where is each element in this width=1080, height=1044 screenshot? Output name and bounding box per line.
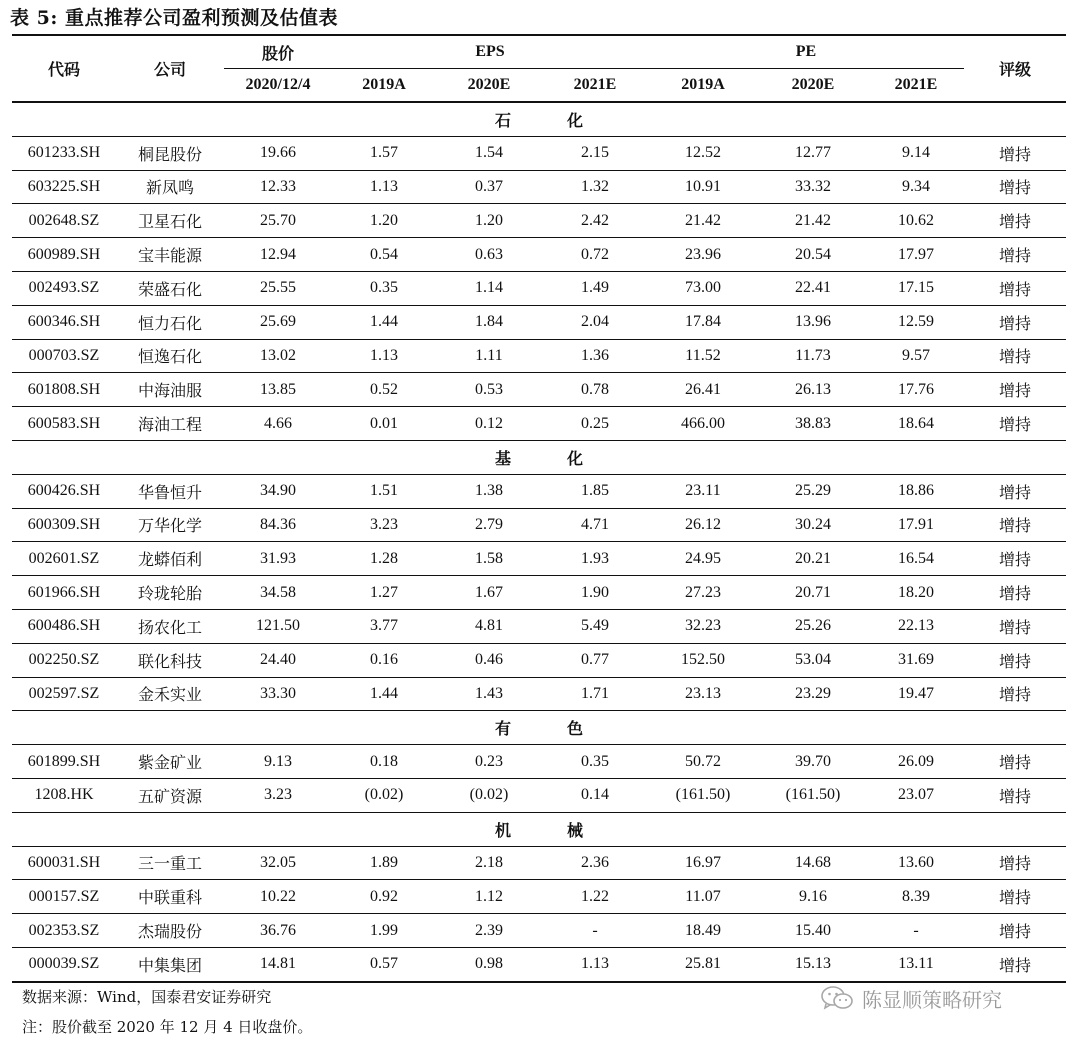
pe-2021-cell: 17.15	[868, 271, 964, 305]
price-cell: 25.55	[224, 271, 332, 305]
stock-code-cell: 601233.SH	[12, 136, 116, 170]
company-name-cell: 联化科技	[116, 643, 224, 677]
eps-2019-cell: 0.35	[332, 271, 436, 305]
eps-2019-cell: 3.77	[332, 609, 436, 643]
stock-code-cell: 600583.SH	[12, 407, 116, 441]
stock-code-cell: 601808.SH	[12, 373, 116, 407]
stock-code-cell: 600031.SH	[12, 846, 116, 880]
pe-2020-cell: 15.13	[758, 947, 868, 981]
pe-2021-cell: 18.86	[868, 474, 964, 508]
rating-cell: 增持	[964, 542, 1066, 576]
pe-2020-cell: 9.16	[758, 880, 868, 914]
table-row	[12, 305, 1066, 339]
header-pe-2020: 2020E	[791, 76, 835, 93]
table-row	[12, 846, 1066, 880]
pe-2021-cell: -	[868, 914, 964, 948]
price-cell: 12.33	[224, 170, 332, 204]
pe-2019-cell: 16.97	[648, 846, 758, 880]
header-eps-2019: 2019A	[362, 76, 406, 93]
eps-2020-cell: 0.53	[436, 373, 542, 407]
table-row	[12, 407, 1066, 441]
eps-2021-cell: 5.49	[542, 609, 648, 643]
rating-cell: 增持	[964, 745, 1066, 779]
table-row	[12, 576, 1066, 610]
eps-2020-cell: 0.98	[436, 947, 542, 981]
pe-2020-cell: 20.71	[758, 576, 868, 610]
table-row	[12, 609, 1066, 643]
table-row	[12, 947, 1066, 981]
eps-2020-cell: 4.81	[436, 609, 542, 643]
company-name-cell: 金禾实业	[116, 677, 224, 711]
stock-code-cell: 600346.SH	[12, 305, 116, 339]
eps-2019-cell: 0.54	[332, 238, 436, 272]
rating-cell: 增持	[964, 576, 1066, 610]
eps-2019-cell: 1.13	[332, 339, 436, 373]
pe-2021-cell: 17.76	[868, 373, 964, 407]
section-header-row	[12, 102, 1066, 136]
rating-cell: 增持	[964, 677, 1066, 711]
eps-2019-cell: 0.92	[332, 880, 436, 914]
eps-2019-cell: 1.51	[332, 474, 436, 508]
price-cell: 9.13	[224, 745, 332, 779]
eps-2021-cell: 1.49	[542, 271, 648, 305]
pe-2019-cell: 25.81	[648, 947, 758, 981]
eps-2021-cell: 1.13	[542, 947, 648, 981]
company-name-cell: 龙蟒佰利	[116, 542, 224, 576]
eps-2020-cell: (0.02)	[436, 778, 542, 812]
pe-2021-cell: 22.13	[868, 609, 964, 643]
pe-2019-cell: (161.50)	[648, 778, 758, 812]
rating-cell: 增持	[964, 474, 1066, 508]
eps-2020-cell: 1.11	[436, 339, 542, 373]
price-cell: 19.66	[224, 136, 332, 170]
pe-2020-cell: 38.83	[758, 407, 868, 441]
pe-2019-cell: 23.13	[648, 677, 758, 711]
pe-2019-cell: 26.41	[648, 373, 758, 407]
stock-code-cell: 601966.SH	[12, 576, 116, 610]
pe-2020-cell: 20.21	[758, 542, 868, 576]
watermark	[820, 984, 1002, 1012]
pe-2021-cell: 9.14	[868, 136, 964, 170]
price-cell: 33.30	[224, 677, 332, 711]
stock-code-cell: 002597.SZ	[12, 677, 116, 711]
header-pe-2021: 2021E	[894, 76, 938, 93]
pe-2020-cell: 21.42	[758, 204, 868, 238]
price-cell: 34.90	[224, 474, 332, 508]
eps-2019-cell: (0.02)	[332, 778, 436, 812]
eps-2021-cell: 0.78	[542, 373, 648, 407]
table-row	[12, 474, 1066, 508]
eps-2020-cell: 1.12	[436, 880, 542, 914]
pe-2020-cell: 53.04	[758, 643, 868, 677]
table-row	[12, 914, 1066, 948]
pe-2021-cell: 17.91	[868, 508, 964, 542]
eps-2020-cell: 2.18	[436, 846, 542, 880]
eps-2019-cell: 0.01	[332, 407, 436, 441]
pe-2021-cell: 13.60	[868, 846, 964, 880]
pe-2020-cell: 23.29	[758, 677, 868, 711]
stock-code-cell: 1208.HK	[12, 778, 116, 812]
pe-2019-cell: 50.72	[648, 745, 758, 779]
stock-code-cell: 002601.SZ	[12, 542, 116, 576]
header-pe: PE	[648, 35, 964, 69]
header-pe-2019: 2019A	[681, 76, 725, 93]
header-company: 公司	[153, 60, 186, 79]
eps-2020-cell: 0.63	[436, 238, 542, 272]
price-cell: 34.58	[224, 576, 332, 610]
pe-2020-cell: 33.32	[758, 170, 868, 204]
price-cell: 25.69	[224, 305, 332, 339]
company-name-cell: 华鲁恒升	[116, 474, 224, 508]
company-name-cell: 新凤鸣	[116, 170, 224, 204]
rating-cell: 增持	[964, 305, 1066, 339]
eps-2021-cell: 1.36	[542, 339, 648, 373]
pe-2019-cell: 12.52	[648, 136, 758, 170]
pe-2020-cell: 30.24	[758, 508, 868, 542]
rating-cell: 增持	[964, 238, 1066, 272]
eps-2019-cell: 1.44	[332, 677, 436, 711]
company-name-cell: 海油工程	[116, 407, 224, 441]
rating-cell: 增持	[964, 373, 1066, 407]
stock-code-cell: 000703.SZ	[12, 339, 116, 373]
eps-2021-cell: 0.14	[542, 778, 648, 812]
wechat-icon	[820, 985, 854, 1011]
eps-2019-cell: 0.52	[332, 373, 436, 407]
company-name-cell: 中集集团	[116, 947, 224, 981]
price-cell: 14.81	[224, 947, 332, 981]
stock-code-cell: 600426.SH	[12, 474, 116, 508]
table-row	[12, 643, 1066, 677]
stock-code-cell: 002648.SZ	[12, 204, 116, 238]
pe-2021-cell: 8.39	[868, 880, 964, 914]
pe-2021-cell: 9.34	[868, 170, 964, 204]
company-name-cell: 扬农化工	[116, 609, 224, 643]
price-cell: 12.94	[224, 238, 332, 272]
company-name-cell: 玲珑轮胎	[116, 576, 224, 610]
company-name-cell: 桐昆股份	[116, 136, 224, 170]
header-code: 代码	[47, 60, 80, 79]
rating-cell: 增持	[964, 339, 1066, 373]
company-name-cell: 恒力石化	[116, 305, 224, 339]
price-cell: 3.23	[224, 778, 332, 812]
price-cell: 36.76	[224, 914, 332, 948]
pe-2021-cell: 19.47	[868, 677, 964, 711]
eps-2021-cell: 2.04	[542, 305, 648, 339]
rating-cell: 增持	[964, 271, 1066, 305]
price-cell: 13.02	[224, 339, 332, 373]
eps-2020-cell: 0.46	[436, 643, 542, 677]
eps-2019-cell: 3.23	[332, 508, 436, 542]
pe-2020-cell: 11.73	[758, 339, 868, 373]
pe-2019-cell: 21.42	[648, 204, 758, 238]
section-header-row	[12, 812, 1066, 846]
company-name-cell: 中联重科	[116, 880, 224, 914]
source-note: 数据来源：Wind，国泰君安证券研究	[22, 988, 272, 1006]
table-body	[12, 102, 1066, 982]
eps-2020-cell: 1.43	[436, 677, 542, 711]
stock-code-cell: 601899.SH	[12, 745, 116, 779]
pe-2021-cell: 18.20	[868, 576, 964, 610]
pe-2021-cell: 9.57	[868, 339, 964, 373]
table-row	[12, 339, 1066, 373]
price-note: 注：股价截至 2020 年 12 月 4 日收盘价。	[22, 1018, 313, 1036]
stock-code-cell: 002493.SZ	[12, 271, 116, 305]
rating-cell: 增持	[964, 643, 1066, 677]
eps-2021-cell: 2.42	[542, 204, 648, 238]
pe-2020-cell: 12.77	[758, 136, 868, 170]
pe-2019-cell: 32.23	[648, 609, 758, 643]
pe-2020-cell: 14.68	[758, 846, 868, 880]
section-header-row	[12, 711, 1066, 745]
eps-2021-cell: 0.72	[542, 238, 648, 272]
eps-2020-cell: 2.79	[436, 508, 542, 542]
eps-2019-cell: 0.18	[332, 745, 436, 779]
company-name-cell: 宝丰能源	[116, 238, 224, 272]
price-cell: 32.05	[224, 846, 332, 880]
eps-2019-cell: 1.27	[332, 576, 436, 610]
price-cell: 121.50	[224, 609, 332, 643]
eps-2019-cell: 1.20	[332, 204, 436, 238]
price-cell: 10.22	[224, 880, 332, 914]
table-row	[12, 677, 1066, 711]
eps-2020-cell: 0.12	[436, 407, 542, 441]
eps-2021-cell: 4.71	[542, 508, 648, 542]
header-eps-2020: 2020E	[467, 76, 511, 93]
rating-cell: 增持	[964, 407, 1066, 441]
eps-2021-cell: 1.71	[542, 677, 648, 711]
stock-code-cell: 002250.SZ	[12, 643, 116, 677]
table-row	[12, 745, 1066, 779]
company-name-cell: 卫星石化	[116, 204, 224, 238]
pe-2019-cell: 27.23	[648, 576, 758, 610]
eps-2020-cell: 1.38	[436, 474, 542, 508]
pe-2019-cell: 152.50	[648, 643, 758, 677]
pe-2021-cell: 13.11	[868, 947, 964, 981]
price-cell: 4.66	[224, 407, 332, 441]
eps-2021-cell: -	[542, 914, 648, 948]
pe-2021-cell: 18.64	[868, 407, 964, 441]
pe-2019-cell: 24.95	[648, 542, 758, 576]
table-row	[12, 136, 1066, 170]
rating-cell: 增持	[964, 136, 1066, 170]
eps-2020-cell: 1.67	[436, 576, 542, 610]
company-name-cell: 五矿资源	[116, 778, 224, 812]
rating-cell: 增持	[964, 170, 1066, 204]
stock-code-cell: 000157.SZ	[12, 880, 116, 914]
header-price: 股价	[224, 35, 332, 69]
pe-2020-cell: 13.96	[758, 305, 868, 339]
eps-2021-cell: 0.77	[542, 643, 648, 677]
rating-cell: 增持	[964, 914, 1066, 948]
stock-code-cell: 600309.SH	[12, 508, 116, 542]
price-cell: 24.40	[224, 643, 332, 677]
eps-2019-cell: 0.16	[332, 643, 436, 677]
pe-2019-cell: 11.52	[648, 339, 758, 373]
rating-cell: 增持	[964, 947, 1066, 981]
pe-2019-cell: 17.84	[648, 305, 758, 339]
company-name-cell: 三一重工	[116, 846, 224, 880]
pe-2021-cell: 16.54	[868, 542, 964, 576]
pe-2021-cell: 17.97	[868, 238, 964, 272]
pe-2020-cell: 25.26	[758, 609, 868, 643]
price-cell: 13.85	[224, 373, 332, 407]
eps-2019-cell: 1.89	[332, 846, 436, 880]
table-title: 表 5: 重点推荐公司盈利预测及估值表	[10, 7, 338, 29]
pe-2019-cell: 466.00	[648, 407, 758, 441]
eps-2020-cell: 0.23	[436, 745, 542, 779]
eps-2020-cell: 1.14	[436, 271, 542, 305]
table-row	[12, 508, 1066, 542]
company-name-cell: 荣盛石化	[116, 271, 224, 305]
eps-2019-cell: 1.28	[332, 542, 436, 576]
header-eps: EPS	[332, 35, 648, 69]
table-row	[12, 170, 1066, 204]
stock-code-cell: 600989.SH	[12, 238, 116, 272]
section-name: 石 化	[12, 102, 1066, 136]
eps-2021-cell: 1.85	[542, 474, 648, 508]
pe-2020-cell: 22.41	[758, 271, 868, 305]
company-name-cell: 紫金矿业	[116, 745, 224, 779]
eps-2021-cell: 1.32	[542, 170, 648, 204]
rating-cell: 增持	[964, 846, 1066, 880]
section-name: 有 色	[12, 711, 1066, 745]
table-row	[12, 271, 1066, 305]
pe-2020-cell: 15.40	[758, 914, 868, 948]
pe-2019-cell: 26.12	[648, 508, 758, 542]
rating-cell: 增持	[964, 508, 1066, 542]
pe-2019-cell: 10.91	[648, 170, 758, 204]
company-name-cell: 恒逸石化	[116, 339, 224, 373]
table-row	[12, 778, 1066, 812]
pe-2021-cell: 10.62	[868, 204, 964, 238]
eps-2021-cell: 1.22	[542, 880, 648, 914]
pe-2020-cell: (161.50)	[758, 778, 868, 812]
pe-2020-cell: 39.70	[758, 745, 868, 779]
pe-2019-cell: 18.49	[648, 914, 758, 948]
eps-2020-cell: 1.54	[436, 136, 542, 170]
eps-2021-cell: 2.36	[542, 846, 648, 880]
pe-2019-cell: 23.96	[648, 238, 758, 272]
section-name: 基 化	[12, 440, 1066, 474]
header-price-date: 2020/12/4	[245, 76, 311, 93]
eps-2020-cell: 2.39	[436, 914, 542, 948]
section-header-row	[12, 440, 1066, 474]
eps-2020-cell: 1.58	[436, 542, 542, 576]
pe-2020-cell: 20.54	[758, 238, 868, 272]
eps-2021-cell: 1.93	[542, 542, 648, 576]
eps-2020-cell: 0.37	[436, 170, 542, 204]
price-cell: 31.93	[224, 542, 332, 576]
header-eps-2021: 2021E	[573, 76, 617, 93]
pe-2019-cell: 73.00	[648, 271, 758, 305]
eps-2019-cell: 1.44	[332, 305, 436, 339]
watermark-text: 陈显顺策略研究	[862, 987, 1002, 1012]
valuation-table	[12, 34, 1066, 983]
stock-code-cell: 600486.SH	[12, 609, 116, 643]
rating-cell: 增持	[964, 609, 1066, 643]
company-name-cell: 万华化学	[116, 508, 224, 542]
pe-2020-cell: 25.29	[758, 474, 868, 508]
stock-code-cell: 000039.SZ	[12, 947, 116, 981]
eps-2021-cell: 0.35	[542, 745, 648, 779]
eps-2020-cell: 1.84	[436, 305, 542, 339]
pe-2021-cell: 12.59	[868, 305, 964, 339]
eps-2019-cell: 1.13	[332, 170, 436, 204]
header-rating: 评级	[999, 60, 1032, 79]
company-name-cell: 中海油服	[116, 373, 224, 407]
table-row	[12, 542, 1066, 576]
table-header	[12, 35, 1066, 102]
pe-2019-cell: 11.07	[648, 880, 758, 914]
pe-2021-cell: 31.69	[868, 643, 964, 677]
table-row	[12, 880, 1066, 914]
eps-2019-cell: 1.99	[332, 914, 436, 948]
rating-cell: 增持	[964, 778, 1066, 812]
table-row	[12, 204, 1066, 238]
price-cell: 25.70	[224, 204, 332, 238]
company-name-cell: 杰瑞股份	[116, 914, 224, 948]
rating-cell: 增持	[964, 204, 1066, 238]
eps-2020-cell: 1.20	[436, 204, 542, 238]
eps-2021-cell: 0.25	[542, 407, 648, 441]
price-cell: 84.36	[224, 508, 332, 542]
eps-2019-cell: 0.57	[332, 947, 436, 981]
eps-2019-cell: 1.57	[332, 136, 436, 170]
pe-2021-cell: 26.09	[868, 745, 964, 779]
stock-code-cell: 002353.SZ	[12, 914, 116, 948]
eps-2021-cell: 2.15	[542, 136, 648, 170]
pe-2019-cell: 23.11	[648, 474, 758, 508]
stock-code-cell: 603225.SH	[12, 170, 116, 204]
pe-2020-cell: 26.13	[758, 373, 868, 407]
eps-2021-cell: 1.90	[542, 576, 648, 610]
pe-2021-cell: 23.07	[868, 778, 964, 812]
rating-cell: 增持	[964, 880, 1066, 914]
table-row	[12, 373, 1066, 407]
table-row	[12, 238, 1066, 272]
section-name: 机 械	[12, 812, 1066, 846]
